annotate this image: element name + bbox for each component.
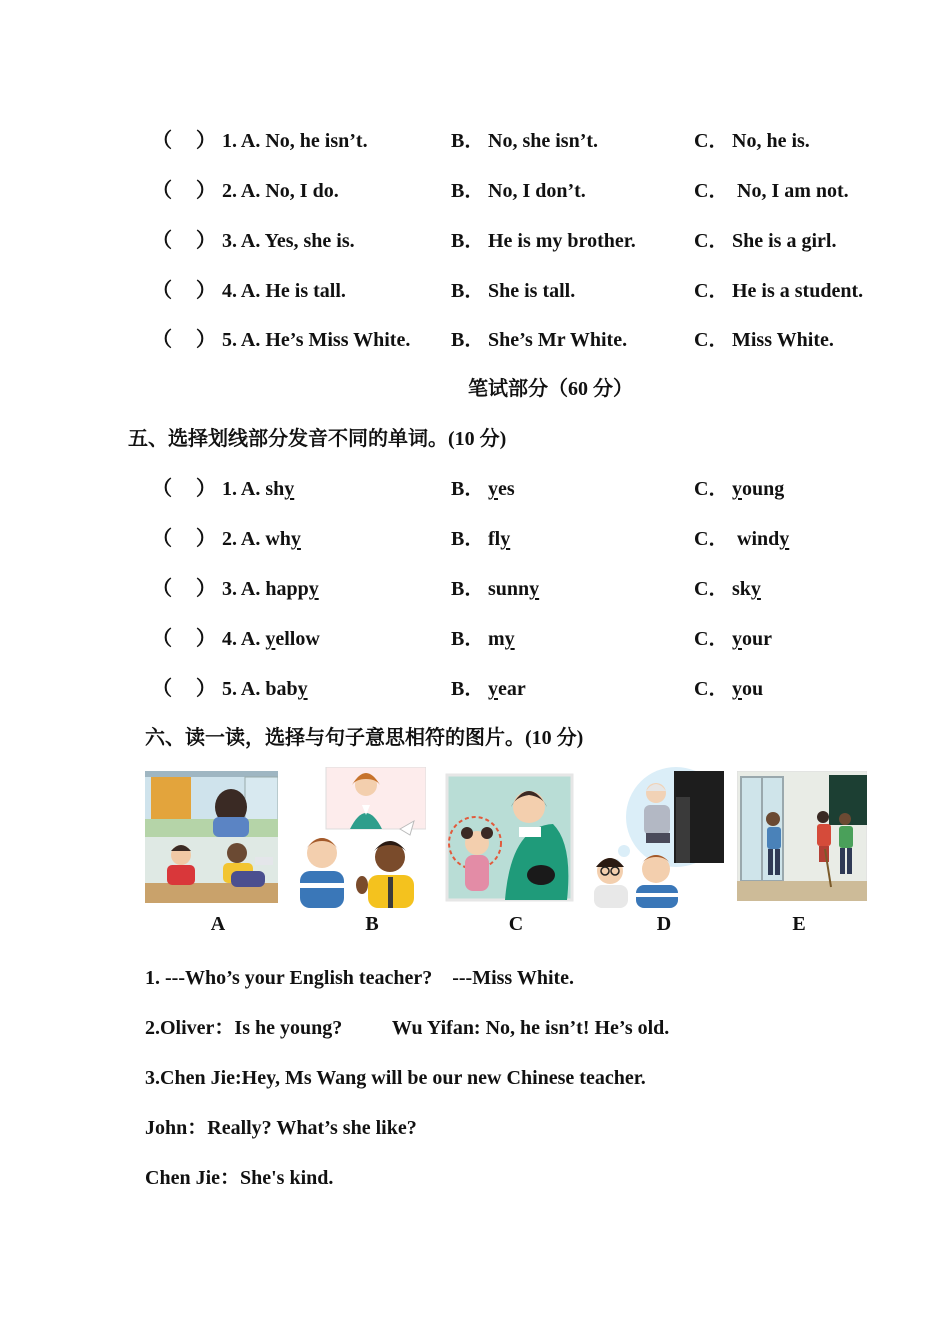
letter-c: C．: [694, 180, 729, 202]
option-c: He is a student.: [732, 280, 864, 302]
answer-paren-close: ）: [196, 130, 216, 152]
section6-title: 六、读一读，选择与句子意思相符的图片。(10 分): [145, 727, 584, 749]
option-a: 2. A. No, I do.: [222, 180, 339, 202]
letter-c: C．: [694, 280, 729, 302]
option-c: young: [732, 478, 785, 500]
picture-label-b: B: [365, 913, 379, 935]
picture-d: [590, 767, 724, 908]
option-a: 3. A. happy: [222, 578, 319, 600]
letter-c: C．: [694, 478, 729, 500]
answer-paren-close: ）: [196, 280, 216, 302]
option-a: 1. A. shy: [222, 478, 295, 500]
letter-b: B．: [451, 628, 485, 650]
answer-paren-close: ）: [196, 528, 216, 550]
picture-b: [286, 767, 426, 908]
answer-paren-open: （: [152, 678, 172, 700]
option-a: 1. A. No, he isn’t.: [222, 130, 368, 152]
sentence-1: 1. ---Who’s your English teacher? ---Miss White.: [145, 967, 575, 989]
letter-b: B．: [451, 578, 485, 600]
option-c: windy: [732, 528, 790, 550]
option-a: 3. A. Yes, she is.: [222, 230, 355, 252]
picture-e: [737, 771, 867, 901]
option-b: my: [488, 628, 515, 650]
option-c: No, I am not.: [732, 180, 849, 202]
answer-paren-close: ）: [196, 628, 216, 650]
answer-paren-open: （: [152, 329, 172, 351]
answer-paren-close: ）: [196, 478, 216, 500]
letter-c: C．: [694, 578, 729, 600]
answer-paren-close: ）: [196, 678, 216, 700]
option-c: No, he is.: [732, 130, 810, 152]
option-b: yes: [488, 478, 515, 500]
option-c: your: [732, 628, 772, 650]
option-b: year: [488, 678, 526, 700]
option-b: No, she isn’t.: [488, 130, 599, 152]
option-c: Miss White.: [732, 329, 834, 351]
option-a: 4. A. yellow: [222, 628, 320, 650]
letter-b: B．: [451, 528, 485, 550]
answer-paren-open: （: [152, 130, 172, 152]
teacher-and-boys-illustration: [286, 767, 426, 908]
option-b: He is my brother.: [488, 230, 636, 252]
picture-a: [145, 771, 278, 903]
letter-b: B．: [451, 280, 485, 302]
answer-paren-open: （: [152, 478, 172, 500]
section5-title: 五、选择划线部分发音不同的单词。(10 分): [128, 428, 507, 450]
option-b: She is tall.: [488, 280, 576, 302]
option-a: 4. A. He is tall.: [222, 280, 346, 302]
answer-paren-open: （: [152, 578, 172, 600]
letter-b: B．: [451, 678, 485, 700]
answer-paren-close: ）: [196, 329, 216, 351]
picture-label-c: C: [508, 913, 524, 935]
option-a: 5. A. He’s Miss White.: [222, 329, 411, 351]
letter-c: C．: [694, 130, 729, 152]
answer-paren-open: （: [152, 180, 172, 202]
answer-paren-open: （: [152, 528, 172, 550]
answer-paren-close: ）: [196, 180, 216, 202]
letter-b: B．: [451, 478, 485, 500]
letter-c: C．: [694, 678, 729, 700]
option-a: 5. A. baby: [222, 678, 308, 700]
sentence-3: 3.Chen Jie:Hey, Ms Wang will be our new Chinese teacher.: [145, 1067, 646, 1089]
answer-paren-close: ）: [196, 230, 216, 252]
picture-label-d: D: [656, 913, 672, 935]
option-c: you: [732, 678, 764, 700]
letter-c: C．: [694, 329, 729, 351]
written-part-header: 笔试部分（60 分）: [468, 378, 633, 400]
option-a: 2. A. why: [222, 528, 301, 550]
answer-paren-close: ）: [196, 578, 216, 600]
sentence-3-reply: John：Really? What’s she like?: [145, 1117, 417, 1139]
letter-c: C．: [694, 528, 729, 550]
letter-b: B．: [451, 130, 485, 152]
letter-b: B．: [451, 329, 485, 351]
answer-paren-open: （: [152, 280, 172, 302]
picture-label-e: E: [792, 913, 806, 935]
option-b: No, I don’t.: [488, 180, 586, 202]
picture-c: [443, 771, 576, 904]
sentence-3-answer: Chen Jie：She's kind.: [145, 1167, 334, 1189]
option-c: She is a girl.: [732, 230, 837, 252]
answer-paren-open: （: [152, 628, 172, 650]
woman-and-girl-illustration: [443, 771, 576, 904]
answer-paren-open: （: [152, 230, 172, 252]
option-b: She’s Mr White.: [488, 329, 628, 351]
sentence-2: 2.Oliver：Is he young? Wu Yifan: No, he isn’t! He’s old.: [145, 1017, 670, 1039]
cleaning-classroom-illustration: [737, 771, 867, 901]
letter-c: C．: [694, 230, 729, 252]
letter-c: C．: [694, 628, 729, 650]
classroom-illustration: [145, 771, 278, 903]
letter-b: B．: [451, 180, 485, 202]
option-b: fly: [488, 528, 511, 550]
picture-label-a: A: [210, 913, 226, 935]
old-man-piano-illustration: [590, 767, 724, 908]
option-c: sky: [732, 578, 761, 600]
letter-b: B．: [451, 230, 485, 252]
option-b: sunny: [488, 578, 540, 600]
